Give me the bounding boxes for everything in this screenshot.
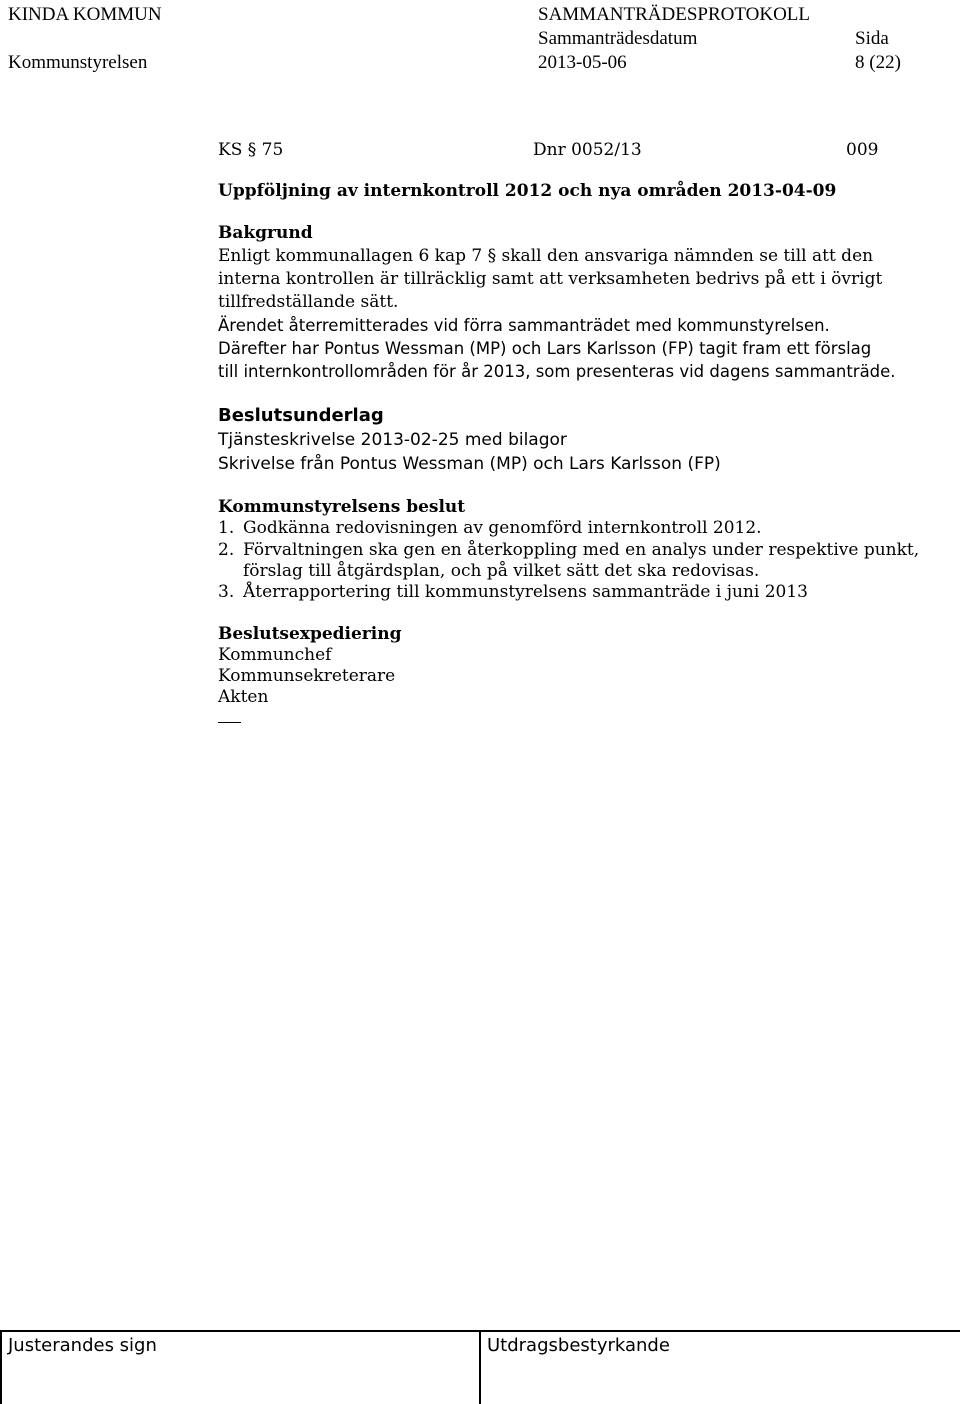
footer-divider xyxy=(479,1330,481,1404)
archive-code: 009 xyxy=(846,140,879,160)
decision-item-number: 2. xyxy=(218,540,235,560)
footer-left-border xyxy=(0,1330,2,1404)
case-title: Uppföljning av internkontroll 2012 och nya områden 2013-04-09 xyxy=(218,181,837,201)
org-name: KINDA KOMMUN xyxy=(8,4,162,25)
dispatch-heading: Beslutsexpediering xyxy=(218,624,402,644)
decision-item-number: 3. xyxy=(218,582,235,602)
background-line: Därefter har Pontus Wessman (MP) och Lars Karlsson (FP) tagit fram ett förslag xyxy=(218,339,872,358)
date-label: Sammanträdesdatum xyxy=(538,28,698,49)
dispatch-recipient: Akten xyxy=(218,687,269,707)
background-line: till internkontrollområden för år 2013, som presenteras vid dagens sammanträde. xyxy=(218,362,896,381)
dispatch-recipient: Kommunchef xyxy=(218,645,332,665)
case-reference: KS § 75 xyxy=(218,140,284,160)
diary-number: Dnr 0052/13 xyxy=(533,140,642,160)
document-type: SAMMANTRÄDESPROTOKOLL xyxy=(538,4,811,25)
decision-item-number: 1. xyxy=(218,518,235,538)
basis-line: Tjänsteskrivelse 2013-02-25 med bilagor xyxy=(218,430,567,450)
decision-item-text: Godkänna redovisningen av genomförd internkontroll 2012. xyxy=(243,518,762,538)
background-heading: Bakgrund xyxy=(218,223,313,243)
certification-field-label: Utdragsbestyrkande xyxy=(487,1335,670,1356)
background-line: Enligt kommunallagen 6 kap 7 § skall den ansvariga nämnden se till att den xyxy=(218,246,874,266)
decision-heading: Kommunstyrelsens beslut xyxy=(218,497,466,517)
meeting-date: 2013-05-06 xyxy=(538,52,627,73)
page-label: Sida xyxy=(855,28,889,49)
end-rule xyxy=(218,722,241,723)
background-line: interna kontrollen är tillräcklig samt att verksamheten bedrivs på ett i övrigt xyxy=(218,269,883,289)
decision-item-continuation: förslag till åtgärdsplan, och på vilket sätt det ska redovisas. xyxy=(243,561,760,581)
page-number: 8 (22) xyxy=(855,52,901,73)
decision-item-text: Återrapportering till kommunstyrelsens sammanträde i juni 2013 xyxy=(243,582,808,602)
dispatch-recipient: Kommunsekreterare xyxy=(218,666,396,686)
basis-line: Skrivelse från Pontus Wessman (MP) och Lars Karlsson (FP) xyxy=(218,454,721,474)
background-line: Ärendet återremitterades vid förra sammanträdet med kommunstyrelsen. xyxy=(218,316,830,335)
board-name: Kommunstyrelsen xyxy=(8,52,148,73)
decision-item-text: Förvaltningen ska gen en återkoppling med en analys under respektive punkt, xyxy=(243,540,920,560)
background-line: tillfredställande sätt. xyxy=(218,292,399,312)
basis-heading: Beslutsunderlag xyxy=(218,405,384,426)
signature-field-label: Justerandes sign xyxy=(8,1335,157,1356)
